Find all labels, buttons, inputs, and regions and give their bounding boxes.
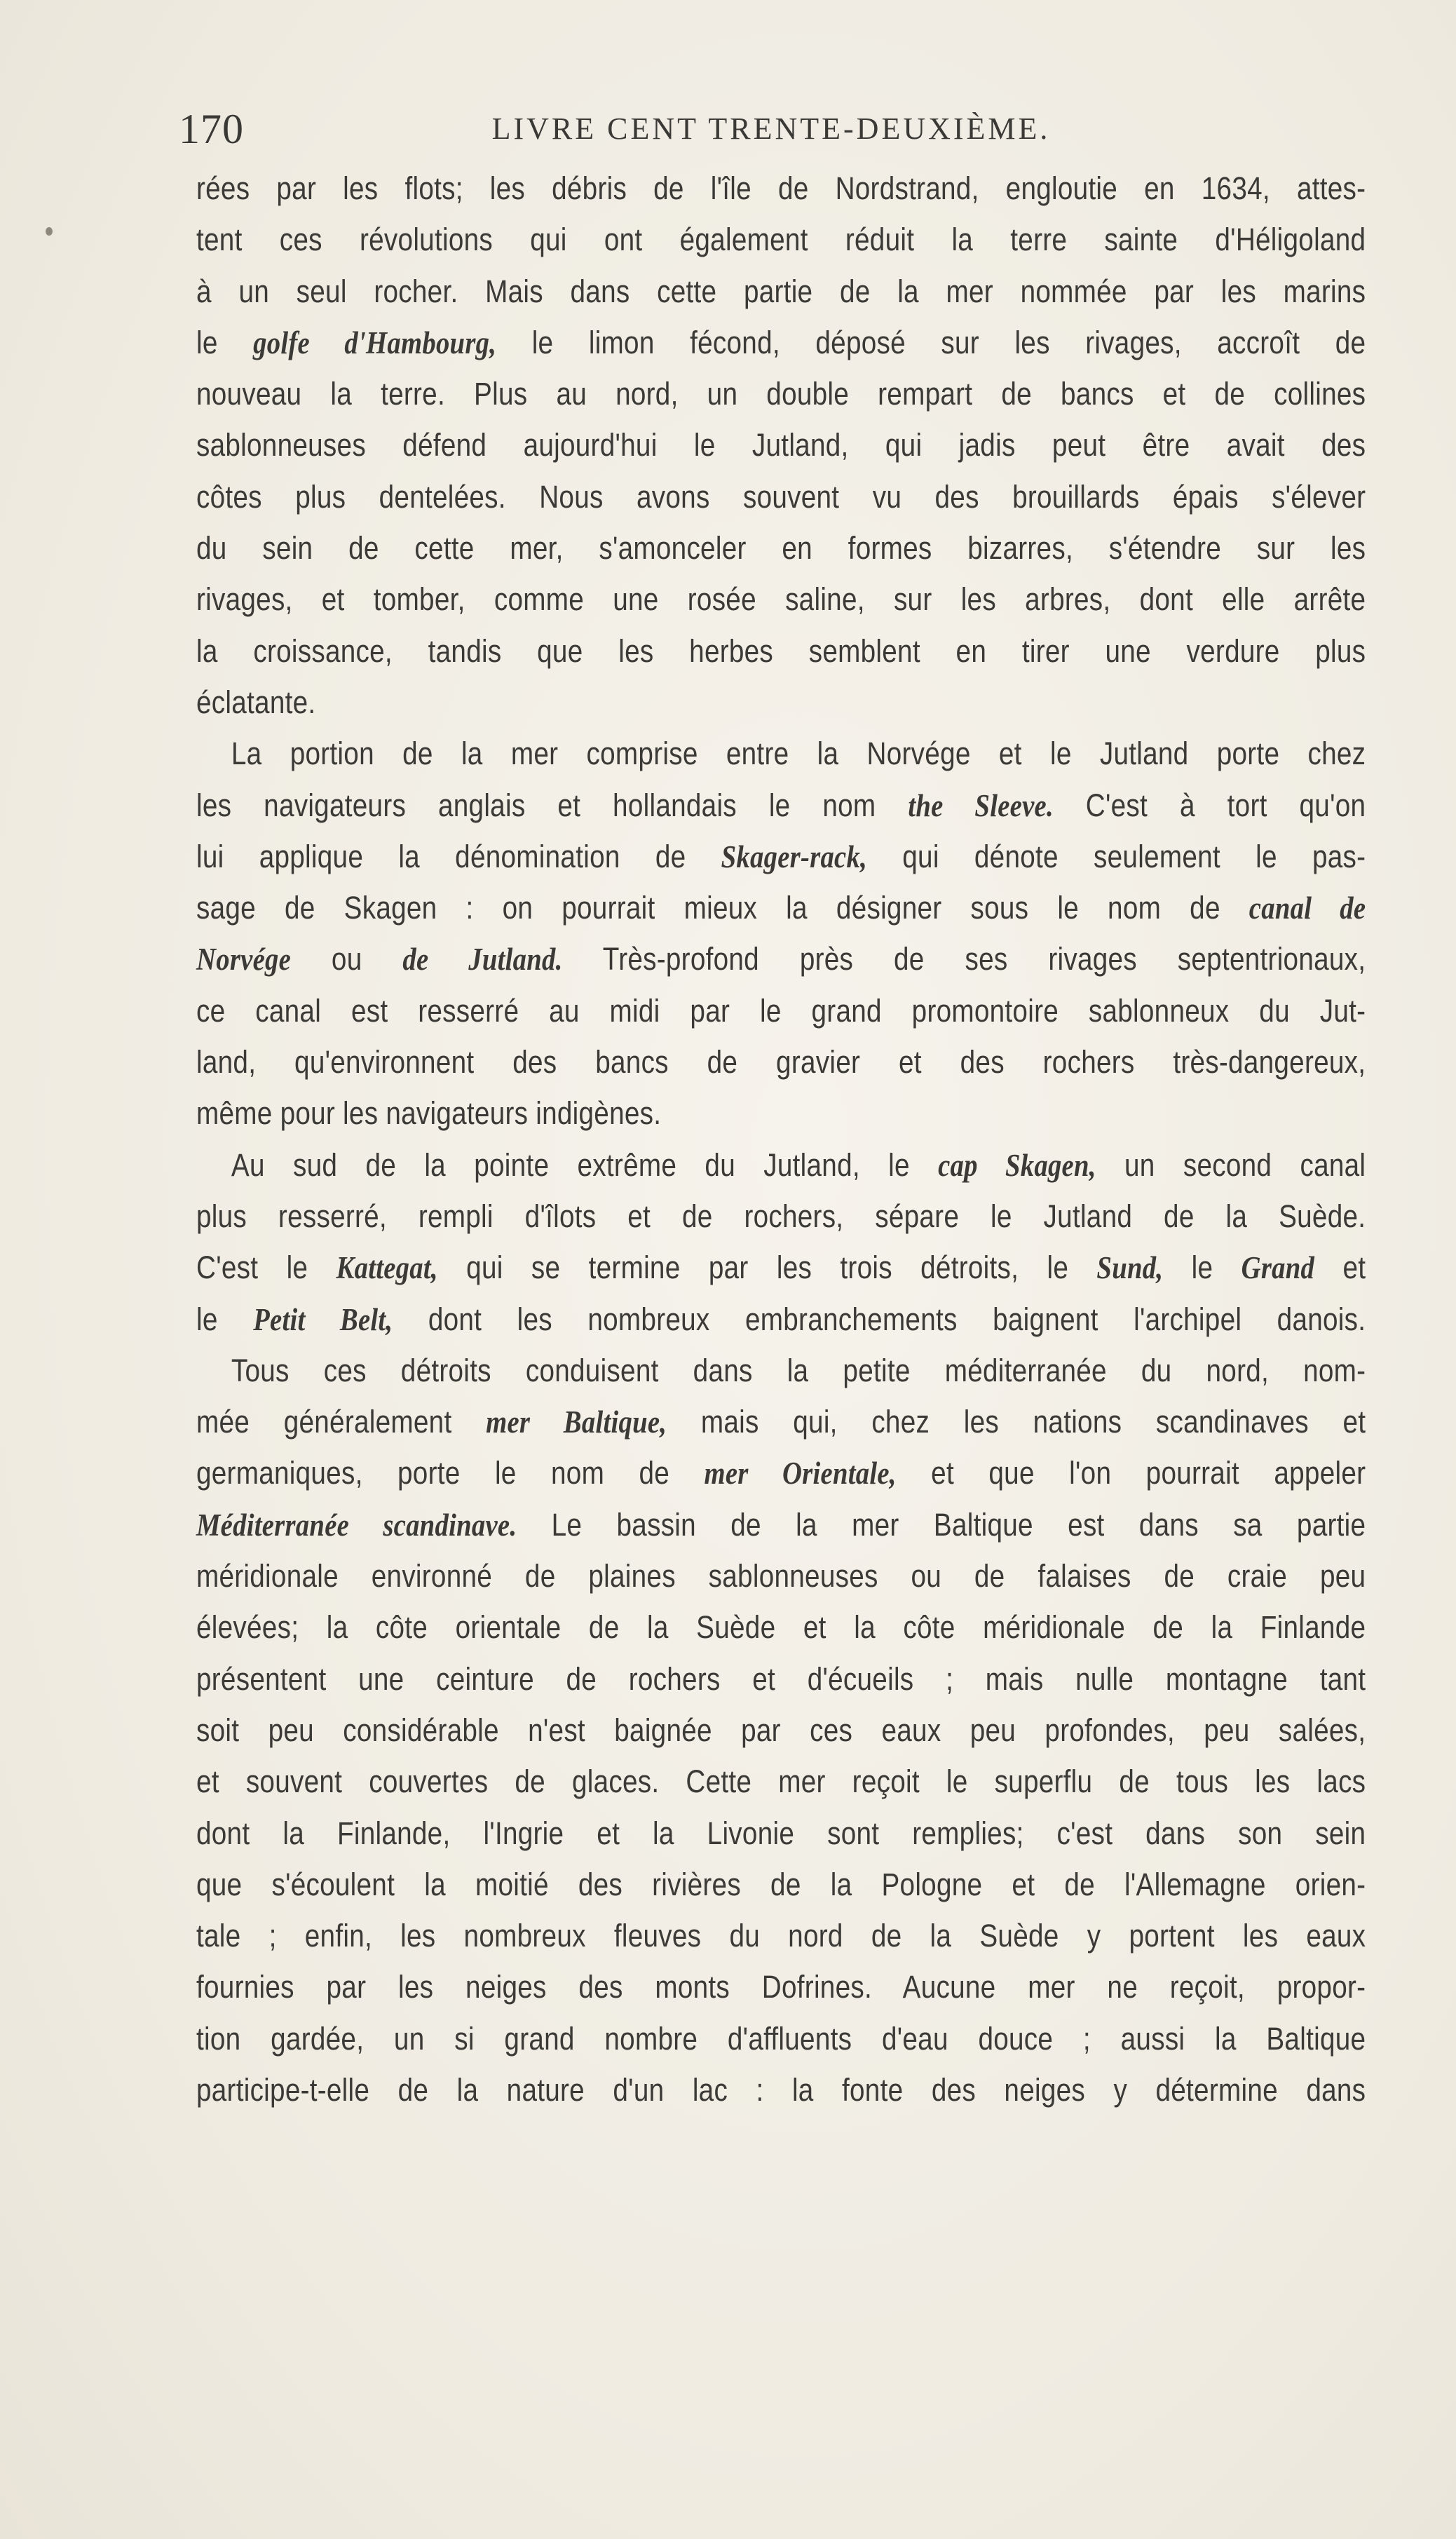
italic-term: mer Orientale, <box>704 1456 897 1491</box>
text-run: dont la Finlande, l'Ingrie et la Livonie sont remplies; c'est dans son sein <box>196 1815 1366 1851</box>
text-run: côtes plus dentelées. Nous avons souvent vu des brouillards épais s'élever <box>196 478 1366 515</box>
margin-speck <box>46 227 53 236</box>
text-line <box>196 1345 1366 1396</box>
text-line <box>196 677 1366 728</box>
text-run: Très-profond près de ses rivages septentrionaux, <box>562 941 1366 977</box>
text-line <box>196 1859 1366 1910</box>
text-run: du sein de cette mer, s'amonceler en formes bizarres, s'étendre sur les <box>196 530 1366 567</box>
text-line <box>196 1550 1366 1602</box>
italic-term: Norvége <box>196 942 292 977</box>
text-run: et <box>1314 1250 1366 1286</box>
text-run: Le bassin de la mer Baltique est dans sa partie <box>517 1506 1366 1543</box>
text-line <box>196 1088 1366 1139</box>
text-line <box>196 1447 1366 1498</box>
text-run: mée généralement <box>196 1404 487 1440</box>
text-line <box>196 1705 1366 1756</box>
text-line <box>196 2013 1366 2064</box>
text-line <box>196 1961 1366 2012</box>
text-run: mais qui, chez les nations scandinaves et <box>667 1404 1366 1440</box>
text-line <box>196 985 1366 1036</box>
text-run: soit peu considérable n'est baignée par ces eaux peu profondes, peu salées, <box>196 1712 1366 1748</box>
text-line <box>196 1602 1366 1653</box>
italic-term: de Jutland. <box>402 942 563 977</box>
italic-term: canal de <box>1249 891 1366 926</box>
text-line <box>196 522 1366 574</box>
italic-term: Petit Belt, <box>253 1301 393 1337</box>
text-run: sablonneuses défend aujourd'hui le Jutland, qui jadis peut être avait des <box>196 427 1366 463</box>
text-run: fournies par les neiges des monts Dofrines. Aucune mer ne reçoit, propor- <box>196 1969 1366 2005</box>
text-line <box>196 1294 1366 1345</box>
text-run: C'est à tort qu'on <box>1053 787 1366 823</box>
text-run: le limon fécond, déposé sur les rivages, accroît de <box>496 324 1366 360</box>
text-line <box>196 2064 1366 2115</box>
text-run: un second canal <box>1096 1146 1366 1183</box>
text-run: les navigateurs anglais et hollandais le nom <box>196 787 909 823</box>
text-run: plus resserré, rempli d'îlots et de rochers, sépare le Jutland de la Suède. <box>196 1198 1366 1234</box>
italic-term: Sund, <box>1096 1250 1164 1286</box>
text-line <box>196 1139 1366 1191</box>
text-line <box>196 1499 1366 1550</box>
text-run: élevées; la côte orientale de la Suède et la côte méridionale de la Finlande <box>196 1609 1366 1646</box>
text-line <box>196 780 1366 831</box>
text-line <box>196 728 1366 779</box>
text-line <box>196 214 1366 265</box>
text-line <box>196 317 1366 368</box>
text-run: tion gardée, un si grand nombre d'affluents d'eau douce ; aussi la Baltique <box>196 2020 1366 2057</box>
body-text <box>196 163 1366 2115</box>
text-line <box>196 574 1366 625</box>
text-run: le <box>196 1301 254 1337</box>
text-run: participe-t-elle de la nature d'un lac : la fonte des neiges y détermine dans <box>196 2071 1366 2108</box>
text-line <box>196 933 1366 984</box>
text-run: même pour les navigateurs indigènes. <box>196 1095 662 1132</box>
page-header <box>179 105 1363 154</box>
text-run: qui se termine par les trois détroits, le <box>437 1250 1097 1286</box>
page-number: 170 <box>179 106 244 152</box>
text-run: le <box>196 324 254 360</box>
italic-term: cap Skagen, <box>938 1147 1096 1183</box>
italic-term: mer Baltique, <box>486 1404 667 1440</box>
text-line <box>196 1756 1366 1807</box>
text-line <box>196 1191 1366 1242</box>
text-run: tale ; enfin, les nombreux fleuves du nord de la Suède y portent les eaux <box>196 1918 1366 1954</box>
text-line <box>196 882 1366 933</box>
text-run: nouveau la terre. Plus au nord, un double rempart de bancs et de collines <box>196 376 1366 412</box>
text-line <box>196 419 1366 470</box>
text-line <box>196 1808 1366 1859</box>
text-line <box>196 266 1366 317</box>
italic-term: Skager-rack, <box>721 839 868 874</box>
text-run: land, qu'environnent des bancs de gravier et des rochers très-dangereux, <box>196 1044 1366 1081</box>
text-run: qui dénote seulement le pas- <box>867 838 1366 874</box>
italic-term: Méditerranée scandinave. <box>196 1507 517 1543</box>
text-line <box>196 1396 1366 1447</box>
italic-term: Grand <box>1241 1250 1315 1286</box>
text-run: sage de Skagen : on pourrait mieux la désigner sous le nom de <box>196 890 1249 926</box>
text-run: La portion de la mer comprise entre la Norvége et le Jutland porte chez <box>231 736 1366 772</box>
text-line <box>196 1653 1366 1705</box>
text-run: dont les nombreux embranchements baignent l'archipel danois. <box>393 1301 1366 1337</box>
text-run: et souvent couvertes de glaces. Cette mer reçoit le superflu de tous les lacs <box>196 1763 1366 1800</box>
text-run: Au sud de la pointe extrême du Jutland, le <box>231 1146 939 1183</box>
text-run: rivages, et tomber, comme une rosée saline, sur les arbres, dont elle arrête <box>196 581 1366 618</box>
text-run: ce canal est resserré au midi par le grand promontoire sablonneux du Jut- <box>196 992 1366 1029</box>
text-line <box>196 368 1366 419</box>
italic-term: Kattegat, <box>336 1250 438 1286</box>
text-line <box>196 163 1366 214</box>
text-run: C'est le <box>196 1250 336 1286</box>
text-line <box>196 831 1366 882</box>
text-run: méridionale environné de plaines sablonneuses ou de falaises de craie peu <box>196 1558 1366 1595</box>
text-run: présentent une ceinture de rochers et d'écueils ; mais nulle montagne tant <box>196 1660 1366 1697</box>
text-line <box>196 471 1366 522</box>
text-run: rées par les flots; les débris de l'île de Nordstrand, engloutie en 1634, attes- <box>196 170 1366 206</box>
italic-term: the Sleeve. <box>908 787 1054 823</box>
text-run: la croissance, tandis que les herbes semblent en tirer une verdure plus <box>196 632 1366 669</box>
text-line <box>196 625 1366 677</box>
text-line <box>196 1036 1366 1088</box>
text-run: lui applique la dénomination de <box>196 838 721 874</box>
text-line <box>196 1910 1366 1961</box>
text-run: à un seul rocher. Mais dans cette partie de la mer nommée par les marins <box>196 273 1366 309</box>
text-run: éclatante. <box>196 684 316 720</box>
text-run: Tous ces détroits conduisent dans la petite méditerranée du nord, nom- <box>231 1352 1366 1388</box>
text-run: le <box>1163 1250 1241 1286</box>
text-run: que s'écoulent la moitié des rivières de la Pologne et de l'Allemagne orien- <box>196 1866 1366 1902</box>
text-run: et que l'on pourrait appeler <box>896 1455 1366 1491</box>
text-run: tent ces révolutions qui ont également réduit la terre sainte d'Héligoland <box>196 222 1366 258</box>
running-title: LIVRE CENT TRENTE-DEUXIÈME. <box>491 111 1051 146</box>
text-run: germaniques, porte le nom de <box>196 1455 705 1491</box>
italic-term: golfe d'Hambourg, <box>253 325 497 360</box>
text-run: ou <box>291 941 403 977</box>
text-line <box>196 1242 1366 1293</box>
